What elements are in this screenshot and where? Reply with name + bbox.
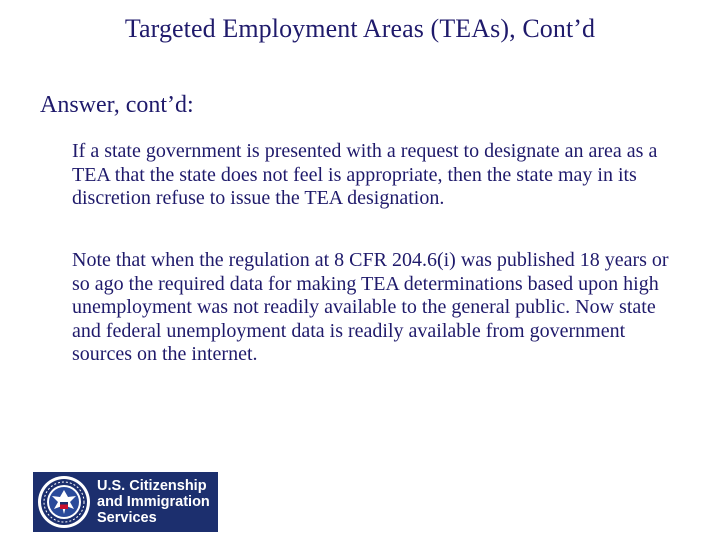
uscis-wordmark <box>97 478 210 526</box>
logo-line-2: and Immigration <box>97 494 210 510</box>
uscis-logo <box>33 472 218 532</box>
paragraph-regulation-note: Note that when the regulation at 8 CFR 204.6(i) was published 18 years or so ago the required data for making TEA determinations based upon high unemployment was not readily available to the general public. Now state and federal unemployment data is readily available from government sources on the internet. <box>72 249 669 365</box>
paragraph-designation: If a state government is presented with a request to designate an area as a TEA that the state does not feel is appropriate, then the state may in its discretion refuse to issue the TEA designation. <box>72 140 658 209</box>
dhs-seal-icon <box>37 475 91 529</box>
logo-line-3: Services <box>97 510 157 526</box>
slide-title: Targeted Employment Areas (TEAs), Cont’d <box>124 14 596 43</box>
answer-heading: Answer, cont’d: <box>40 92 194 118</box>
logo-line-1: U.S. Citizenship <box>97 478 207 494</box>
